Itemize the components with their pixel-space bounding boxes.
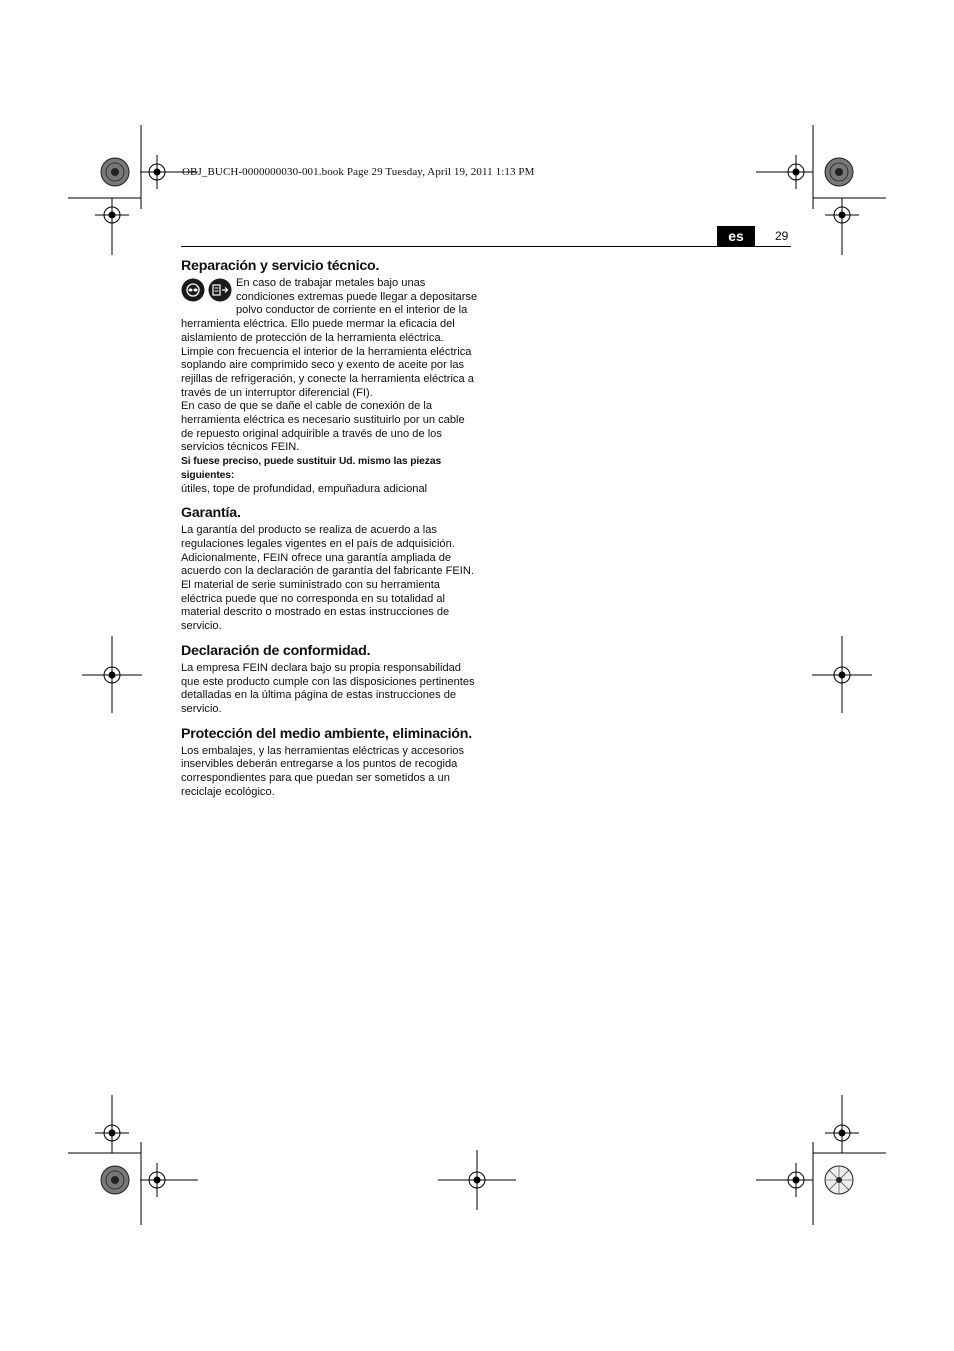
section-title: Garantía.	[181, 505, 241, 522]
page-number: 29	[775, 229, 789, 243]
section-title: Protección del medio ambiente, eliminación.	[181, 725, 472, 742]
paragraph: En caso de que se dañe el cable de conexión de la herramienta eléctrica es necesario sustituirlo por un cable de repuesto original adquirible a través de uno de los servicios técnicos FEIN.	[181, 400, 465, 454]
paragraph: El material de serie suministrado con su herramienta eléctrica puede que no corresponda en su totalidad al material descrito o mostrado en estas instrucciones de servicio.	[181, 579, 450, 633]
section-garantia	[181, 505, 478, 634]
main-column	[181, 258, 478, 800]
section-medio-ambiente	[181, 726, 478, 800]
read-instructions-icon	[208, 278, 232, 302]
section-reparacion	[181, 258, 478, 496]
section-title: Declaración de conformidad.	[181, 642, 371, 659]
language-tab: es	[717, 226, 755, 246]
parts-list: útiles, tope de profundidad, empuñadura adicional	[181, 482, 428, 495]
section-title: Reparación y servicio técnico.	[181, 258, 380, 274]
paragraph: En caso de trabajar metales bajo unas condiciones extremas puede llegar a depositarse polvo conductor de corriente en el interior de la herramienta eléctrica. Ello puede mermar la eficacia del aislamiento de protección de la herramienta eléctrica. Limpie con frecuencia el interior de la herramienta eléctrica soplando aire comprimido seco y exento de aceite por las rejillas de refrigeración, y conecte la herramienta eléctrica a través de un interruptor diferencial (FI).	[181, 277, 478, 399]
paragraph: Los embalajes, y las herramientas eléctricas y accesorios inservibles deberán entregarse a los puntos de recogida correspondientes para que puedan ser sometidos a un reciclaje ecológico.	[181, 744, 465, 798]
eye-protection-icon	[181, 278, 205, 302]
header-rule	[181, 246, 791, 247]
paragraph: La empresa FEIN declara bajo su propia responsabilidad que este producto cumple con las disposiciones pertinentes detalladas en la última página de estas instrucciones de servicio.	[181, 661, 475, 715]
paragraph: La garantía del producto se realiza de acuerdo a las regulaciones legales vigentes en el país de adquisición. Adicionalmente, FEIN ofrece una garantía ampliada de acuerdo con la declaración de garantía del fabricante FEIN.	[181, 524, 474, 578]
section-conformidad	[181, 643, 478, 717]
safety-icons	[181, 277, 236, 307]
bold-note: Si fuese preciso, puede sustituir Ud. mismo las piezas siguientes:	[181, 456, 442, 481]
book-info-line: OBJ_BUCH-0000000030-001.book Page 29 Tuesday, April 19, 2011 1:13 PM	[182, 166, 535, 178]
